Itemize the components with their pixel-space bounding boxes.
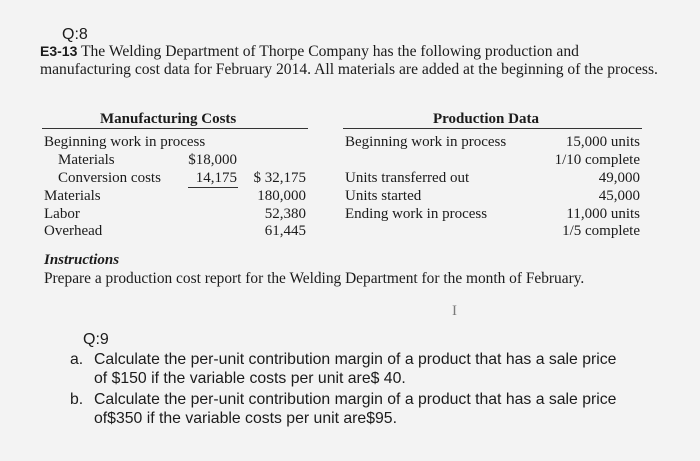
mfg-row-label: Materials bbox=[58, 152, 115, 168]
prod-row-value: 45,000 bbox=[598, 188, 640, 204]
q9-item-line: Calculate the per-unit contribution margin of a product that has a sale price bbox=[94, 391, 617, 408]
mfg-row-total: $ 32,175 bbox=[253, 170, 306, 186]
mfg-row-total: 61,445 bbox=[264, 223, 306, 239]
production-data-rule bbox=[343, 128, 642, 129]
mfg-row-total: 180,000 bbox=[257, 188, 306, 204]
manufacturing-costs-title: Manufacturing Costs bbox=[100, 111, 237, 127]
problem-statement bbox=[40, 42, 660, 79]
mfg-row-label: Conversion costs bbox=[58, 170, 161, 186]
mfg-row-total: 52,380 bbox=[264, 206, 306, 222]
mfg-row-sub: 14,175 bbox=[195, 170, 237, 186]
question-9-label: Q:9 bbox=[83, 331, 109, 348]
prod-row-label: Units transferred out bbox=[345, 170, 470, 186]
subtotal-rule bbox=[188, 187, 238, 188]
mfg-row-label: Beginning work in process bbox=[44, 134, 206, 150]
prod-row-label: Beginning work in process bbox=[345, 134, 507, 150]
q9-item-line: Calculate the per-unit contribution margin of a product that has a sale price bbox=[94, 351, 617, 368]
q9-item-marker: a. bbox=[70, 351, 84, 368]
prod-row-value: 11,000 units bbox=[566, 206, 640, 222]
q9-item-marker: b. bbox=[70, 391, 84, 408]
question-8-label: Q:8 bbox=[62, 26, 88, 43]
prod-row-value: 15,000 units bbox=[565, 134, 640, 150]
mfg-row-label: Materials bbox=[44, 188, 101, 204]
mfg-row-sub: $18,000 bbox=[188, 152, 237, 168]
prod-row-label: Ending work in process bbox=[345, 206, 488, 222]
mfg-row-label: Overhead bbox=[44, 223, 103, 239]
production-data-title: Production Data bbox=[433, 111, 539, 127]
instructions-heading: Instructions bbox=[44, 252, 120, 268]
q9-item-line: of $150 if the variable costs per unit are$ 40. bbox=[94, 370, 406, 387]
prod-row-value: 1/5 complete bbox=[562, 223, 640, 239]
q9-item-line: of$350 if the variable costs per unit are$95. bbox=[94, 410, 397, 427]
problem-code: E3-13 bbox=[40, 43, 78, 59]
problem-text: The Welding Department of Thorpe Company has the following production and manufacturing cost data for February 2014. All materials are added at the beginning of the process. bbox=[40, 43, 658, 78]
manufacturing-costs-rule bbox=[42, 128, 308, 129]
prod-row-label: Units started bbox=[345, 188, 422, 204]
mfg-row-label: Labor bbox=[44, 206, 80, 222]
instructions-text: Prepare a production cost report for the Welding Department for the month of February. bbox=[44, 270, 585, 287]
prod-row-value: 49,000 bbox=[598, 170, 640, 186]
prod-row-value: 1/10 complete bbox=[554, 152, 640, 168]
text-cursor-icon: I bbox=[452, 303, 457, 319]
